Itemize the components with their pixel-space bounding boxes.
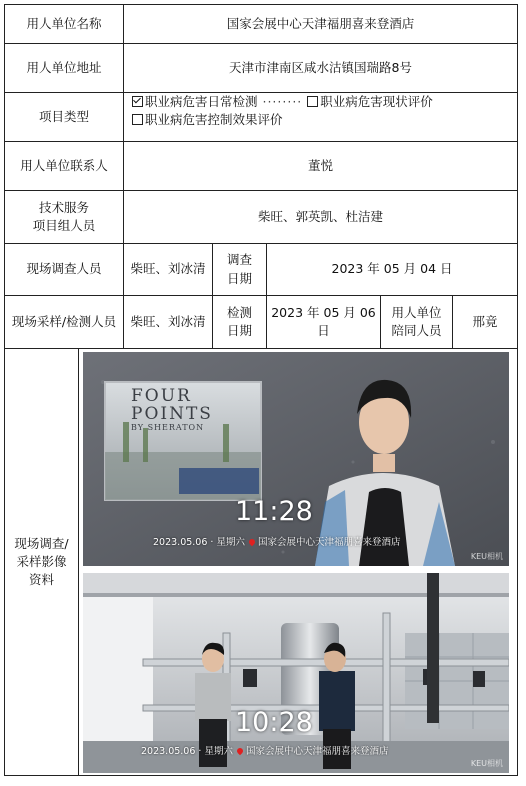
team-label-line-2: 项目组人员 <box>32 218 96 233</box>
site-photo-1 <box>83 352 509 566</box>
images-label-line-1: 现场调查/ <box>14 535 69 551</box>
team-label-line-1: 技术服务 <box>38 199 89 215</box>
option-control-evaluation: 职业病危害控制效果评价 <box>145 112 283 128</box>
survey-date-label-line-1: 调查 <box>226 252 252 268</box>
location-pin-icon <box>248 538 256 546</box>
checkbox-empty-icon <box>307 96 318 107</box>
sampling-people-value: 柴旺、刘冰清 <box>123 295 213 349</box>
sampling-date-label-line-2: 日期 <box>226 323 252 338</box>
sampling-date-label <box>212 295 267 349</box>
contact-label: 用人单位联系人 <box>4 141 124 191</box>
checkbox-empty-icon <box>132 114 143 125</box>
photo-2-caption <box>141 743 388 757</box>
sampling-people-label: 现场采样/检测人员 <box>4 295 124 349</box>
sign-line-2: POINTS <box>131 403 213 424</box>
escort-value: 邢竟 <box>452 295 518 349</box>
photo-1-time: 11:28 <box>235 496 313 527</box>
images-label-line-2: 采样影像 <box>16 553 67 569</box>
photo-2-caption-place: 国家会展中心天津福朋喜来登酒店 <box>245 746 389 757</box>
photo-2-watermark: KEU相机 <box>470 759 503 768</box>
sign-line-3: BY SHERATON <box>131 422 205 432</box>
record-form <box>4 4 518 776</box>
photo-1-sign-text <box>131 388 213 432</box>
photo-2-time: 10:28 <box>235 707 313 738</box>
survey-people-value: 柴旺、刘冰清 <box>123 243 213 296</box>
escort-label-line-2: 陪同人员 <box>391 323 442 338</box>
site-photo-2 <box>83 573 509 773</box>
survey-people-label: 现场调查人员 <box>4 243 124 296</box>
images-label-line-3: 资料 <box>28 572 54 588</box>
location-pin-icon <box>236 747 244 755</box>
photo-1-caption <box>153 534 400 548</box>
photo-1-caption-place: 国家会展中心天津福朋喜来登酒店 <box>257 537 401 548</box>
contact-value: 董悦 <box>123 141 518 191</box>
escort-label <box>380 295 453 349</box>
checkbox-checked-icon <box>132 96 143 107</box>
project-type-line-1: 职业病危害日常检测 ········ 职业病危害现状评价 <box>132 93 433 111</box>
sign-line-1: FOUR <box>131 386 192 406</box>
photo-2-caption-date: 2023.05.06 · 星期六 <box>141 746 233 757</box>
option-status-evaluation: 职业病危害现状评价 <box>320 94 433 109</box>
unit-name-label: 用人单位名称 <box>4 4 124 44</box>
survey-date-label-line-2: 日期 <box>226 270 252 286</box>
team-value: 柴旺、郭英凯、杜洁建 <box>123 190 518 244</box>
unit-name-value: 国家会展中心天津福朋喜来登酒店 <box>123 4 518 44</box>
photo-1-watermark: KEU相机 <box>470 552 503 561</box>
sampling-date-label-line-1: 检测 <box>226 304 252 320</box>
survey-date-label <box>212 243 267 296</box>
images-label <box>4 348 79 776</box>
photo-1-caption-date: 2023.05.06 · 星期六 <box>153 537 245 548</box>
escort-label-line-1: 用人单位 <box>391 304 442 320</box>
project-type-line-2 <box>132 111 283 129</box>
unit-address-value: 天津市津南区咸水沽镇国瑞路8号 <box>123 43 518 93</box>
team-label <box>4 190 124 244</box>
project-type-label: 项目类型 <box>4 92 124 142</box>
option-daily-detection: 职业病危害日常检测 <box>145 94 258 109</box>
sampling-date-value: 2023 年 05 月 06 日 <box>266 295 381 349</box>
survey-date-value: 2023 年 05 月 04 日 <box>266 243 518 296</box>
project-type-options <box>123 92 518 142</box>
unit-address-label: 用人单位地址 <box>4 43 124 93</box>
